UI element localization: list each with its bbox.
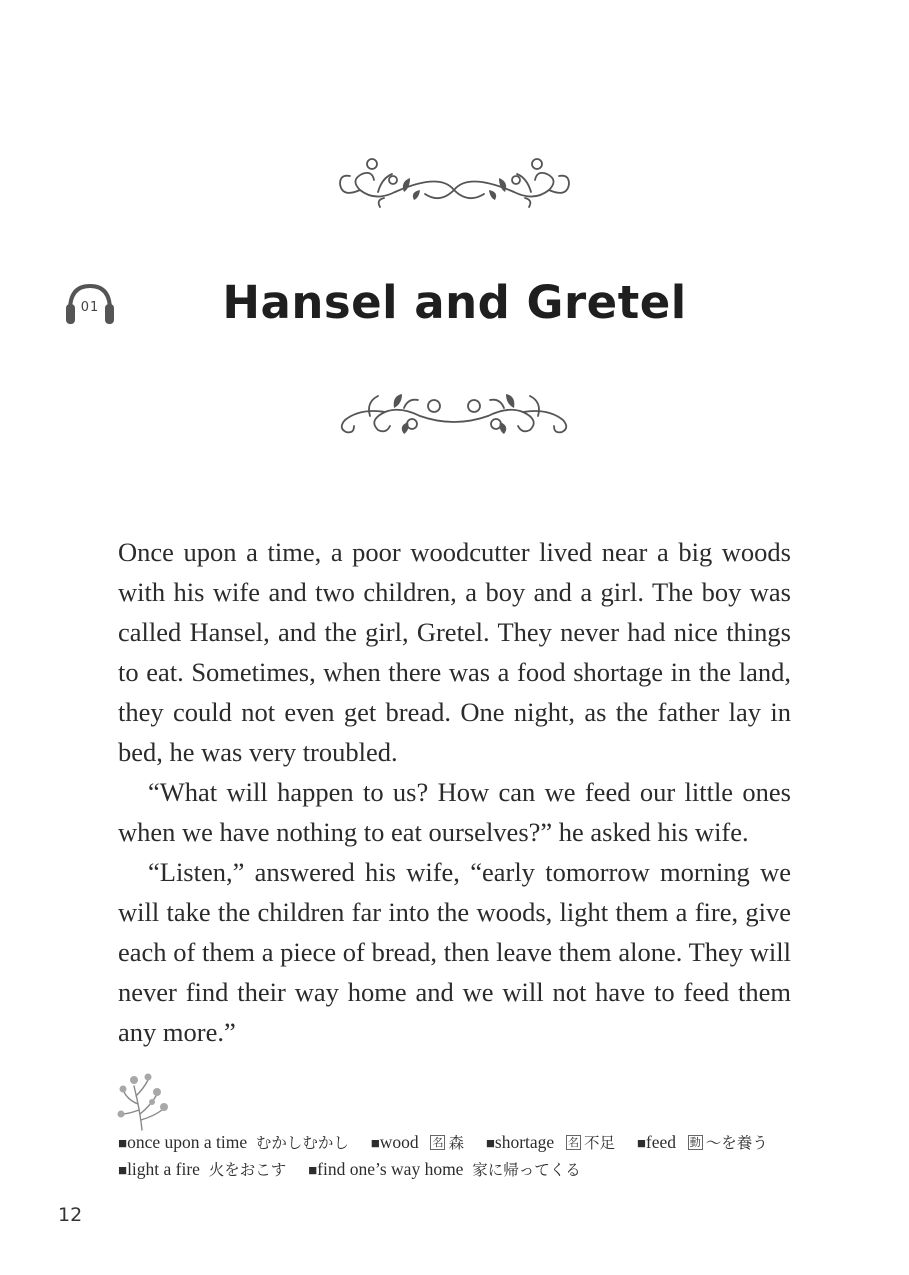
glossary-entry <box>486 1132 615 1152</box>
part-of-speech-badge: 動 <box>689 1136 701 1149</box>
glossary-marker: ■ <box>370 1136 380 1152</box>
glossary-term: wood <box>379 1132 419 1152</box>
part-of-speech-badge: 名 <box>432 1136 444 1149</box>
paragraph: “What will happen to us? How can we feed our little ones when we have nothing to eat ourselves?” he asked his wife. <box>118 777 791 847</box>
glossary-term: feed <box>645 1132 677 1152</box>
vocabulary-glossary <box>118 1130 798 1184</box>
glossary-entry <box>118 1132 349 1152</box>
glossary-meaning: 不足 <box>583 1134 615 1152</box>
glossary-entry <box>308 1159 581 1179</box>
flourish-ornament-bottom <box>0 380 909 450</box>
glossary-meaning: 家に帰ってくる <box>472 1161 581 1179</box>
berry-sprig-icon <box>114 1070 174 1132</box>
glossary-term: shortage <box>494 1132 555 1152</box>
glossary-marker: ■ <box>118 1163 128 1179</box>
glossary-term: find one’s way home <box>317 1159 464 1179</box>
glossary-marker: ■ <box>308 1163 318 1179</box>
glossary-meaning: 火をおこす <box>208 1161 287 1179</box>
paragraph: “Listen,” answered his wife, “early tomorrow morning we will take the children far into the woods, light them a fire, give each of them a piece of bread, then leave them alone. They will never find their way home and we will not have to feed them any more.” <box>118 857 791 1047</box>
glossary-entry <box>118 1159 286 1179</box>
glossary-marker: ■ <box>118 1136 128 1152</box>
glossary-meaning: 森 <box>448 1134 464 1152</box>
page-number: 12 <box>58 1204 83 1226</box>
glossary-meaning: ～を養う <box>705 1134 768 1152</box>
glossary-marker: ■ <box>636 1136 646 1152</box>
glossary-term: once upon a time <box>127 1132 248 1152</box>
part-of-speech-badge: 名 <box>567 1136 579 1149</box>
page-title: Hansel and Gretel <box>222 276 687 329</box>
flourish-ornament-top <box>0 152 909 222</box>
glossary-meaning: むかしむかし <box>255 1134 349 1152</box>
glossary-marker: ■ <box>485 1136 495 1152</box>
paragraph: Once upon a time, a poor woodcutter lived near a big woods with his wife and two children, a boy and a girl. The boy was called Hansel, and the girl, Gretel. They never had nice things to eat. Sometimes, when there was a food shortage in the land, they could not even get bread. One night, as the father lay in bed, he was very troubled. <box>118 537 791 767</box>
story-text <box>118 532 791 1052</box>
glossary-entry <box>637 1132 768 1152</box>
glossary-term: light a fire <box>127 1159 200 1179</box>
glossary-entry <box>371 1132 464 1152</box>
audio-track-number: 01 <box>80 300 100 315</box>
